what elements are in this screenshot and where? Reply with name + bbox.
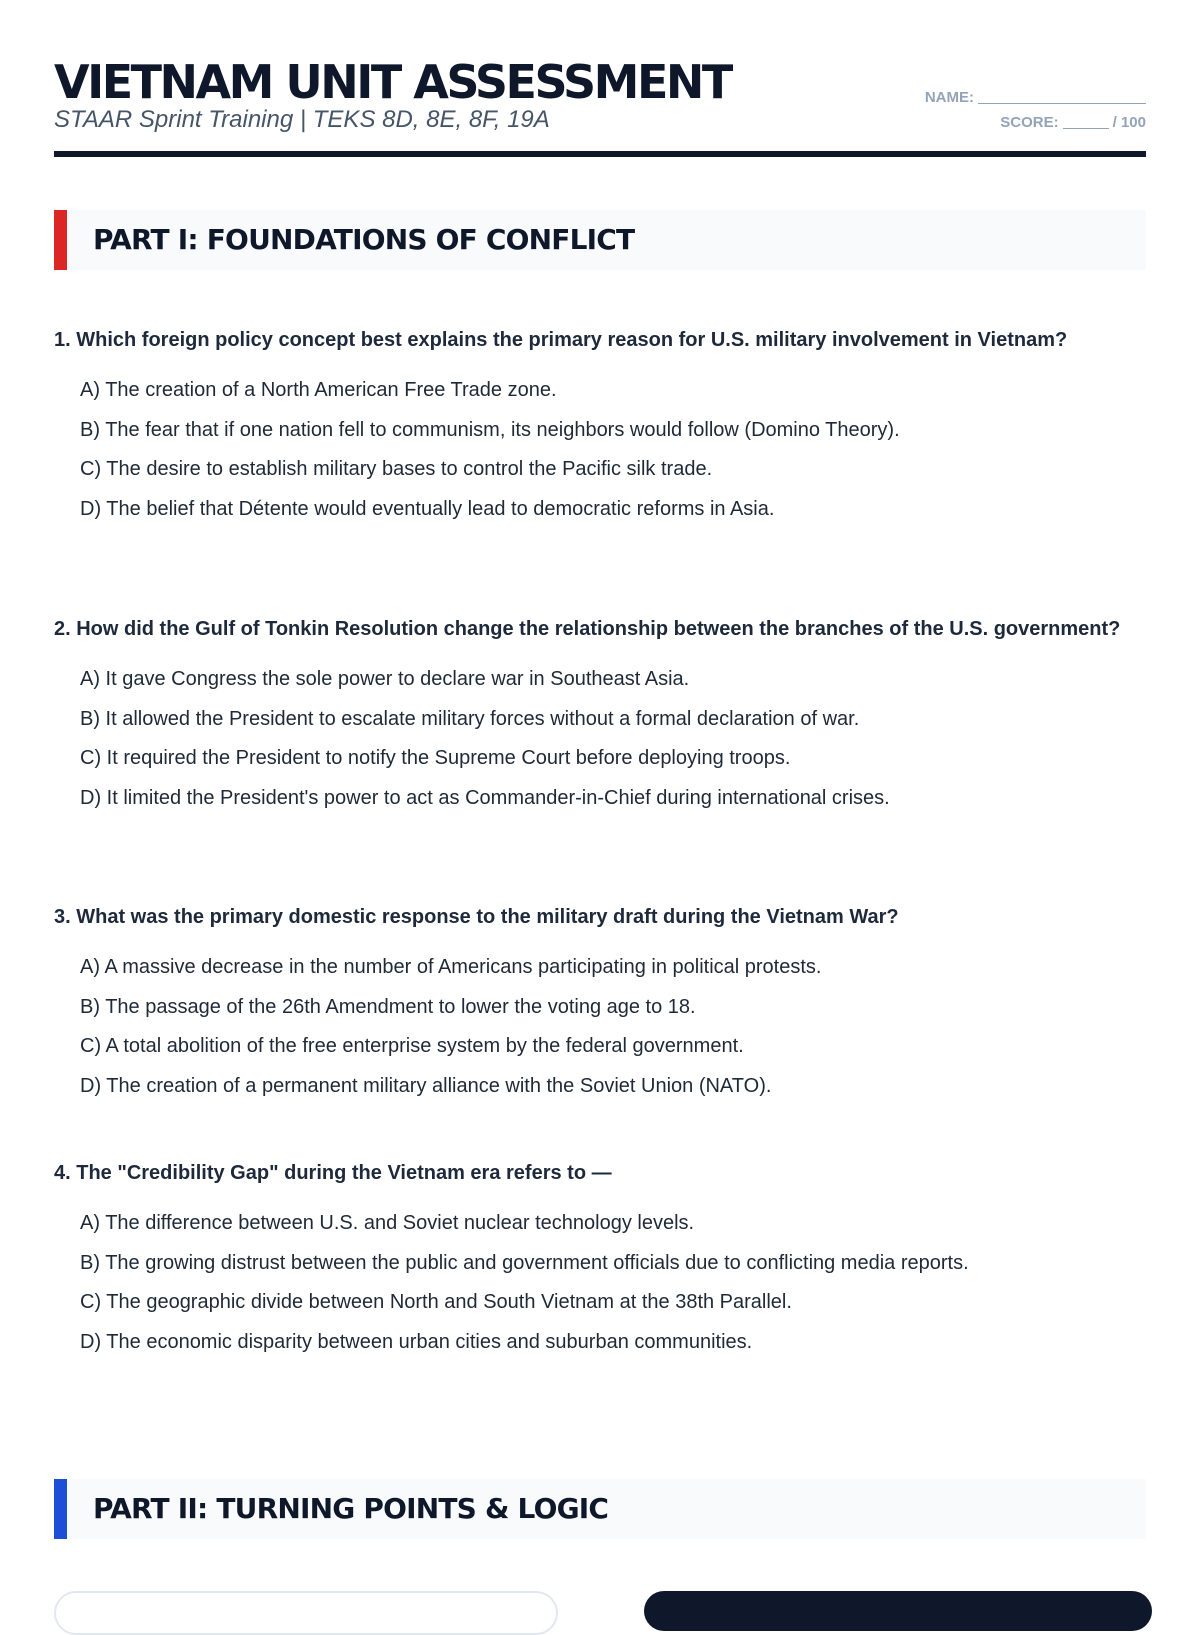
section-accent-bar	[54, 210, 67, 270]
question-1	[54, 323, 1146, 529]
question-text: 4. The "Credibility Gap" during the Vietnam era refers to —	[54, 1162, 612, 1184]
answer-option-b[interactable]: B) The fear that if one nation fell to communism, its neighbors would follow (Domino Theory).	[80, 418, 900, 441]
question-3	[54, 900, 1146, 1106]
page-title: VIETNAM UNIT ASSESSMENT	[54, 55, 731, 109]
answer-option-a[interactable]: A) It gave Congress the sole power to declare war in Southeast Asia.	[80, 668, 690, 690]
answer-option-c[interactable]: C) The geographic divide between North and South Vietnam at the 38th Parallel.	[80, 1291, 792, 1313]
name-row	[925, 88, 1146, 113]
answer-option-b[interactable]: B) The growing distrust between the public and government officials due to conflicting media reports.	[80, 1251, 969, 1274]
section-part-1	[54, 210, 1146, 270]
answer-option-d[interactable]: D) The belief that Détente would eventually lead to democratic reforms in Asia.	[80, 497, 775, 520]
page-subtitle: STAAR Sprint Training | TEKS 8D, 8E, 8F, 19A	[54, 106, 550, 133]
answer-option-c[interactable]: C) A total abolition of the free enterprise system by the federal government.	[80, 1035, 744, 1057]
score-blank[interactable]	[1063, 128, 1109, 129]
content-card-left	[54, 1591, 558, 1635]
question-text: 3. What was the primary domestic response to the military draft during the Vietnam War?	[54, 906, 899, 928]
answer-option-a[interactable]: A) The difference between U.S. and Soviet nuclear technology levels.	[80, 1212, 695, 1234]
header	[54, 50, 1146, 158]
answer-option-a[interactable]: A) The creation of a North American Free Trade zone.	[80, 379, 557, 401]
score-row	[925, 113, 1146, 138]
answer-option-b[interactable]: B) It allowed the President to escalate military forces without a formal declaration of war.	[80, 707, 860, 730]
answer-options	[54, 660, 1146, 818]
section-accent-bar	[54, 1479, 67, 1539]
answer-option-c[interactable]: C) The desire to establish military bases to control the Pacific silk trade.	[80, 458, 713, 480]
section-title: PART I: FOUNDATIONS OF CONFLICT	[93, 223, 635, 256]
answer-options	[54, 948, 1146, 1106]
answer-option-b[interactable]: B) The passage of the 26th Amendment to lower the voting age to 18.	[80, 995, 696, 1018]
header-divider	[54, 151, 1146, 157]
answer-option-a[interactable]: A) A massive decrease in the number of Americans participating in political protests.	[80, 956, 822, 978]
question-4	[54, 1156, 1146, 1362]
score-label: SCORE:	[1000, 114, 1059, 131]
student-info	[925, 88, 1146, 138]
question-2	[54, 612, 1146, 818]
content-card-right	[644, 1591, 1152, 1631]
question-text: 2. How did the Gulf of Tonkin Resolution change the relationship between the branches of the U.S. government?	[54, 618, 1121, 640]
answer-option-d[interactable]: D) The economic disparity between urban cities and suburban communities.	[80, 1330, 753, 1353]
section-part-2	[54, 1479, 1146, 1539]
answer-option-d[interactable]: D) It limited the President's power to act as Commander-in-Chief during international crises.	[80, 786, 890, 809]
name-blank[interactable]	[978, 103, 1146, 104]
answer-options	[54, 371, 1146, 529]
answer-options	[54, 1204, 1146, 1362]
section-title: PART II: TURNING POINTS & LOGIC	[93, 1492, 609, 1525]
score-total: / 100	[1112, 114, 1146, 131]
name-label: NAME:	[924, 89, 974, 106]
answer-option-c[interactable]: C) It required the President to notify the Supreme Court before deploying troops.	[80, 747, 791, 769]
question-text: 1. Which foreign policy concept best explains the primary reason for U.S. military involvement in Vietnam?	[54, 329, 1068, 351]
answer-option-d[interactable]: D) The creation of a permanent military alliance with the Soviet Union (NATO).	[80, 1074, 772, 1097]
